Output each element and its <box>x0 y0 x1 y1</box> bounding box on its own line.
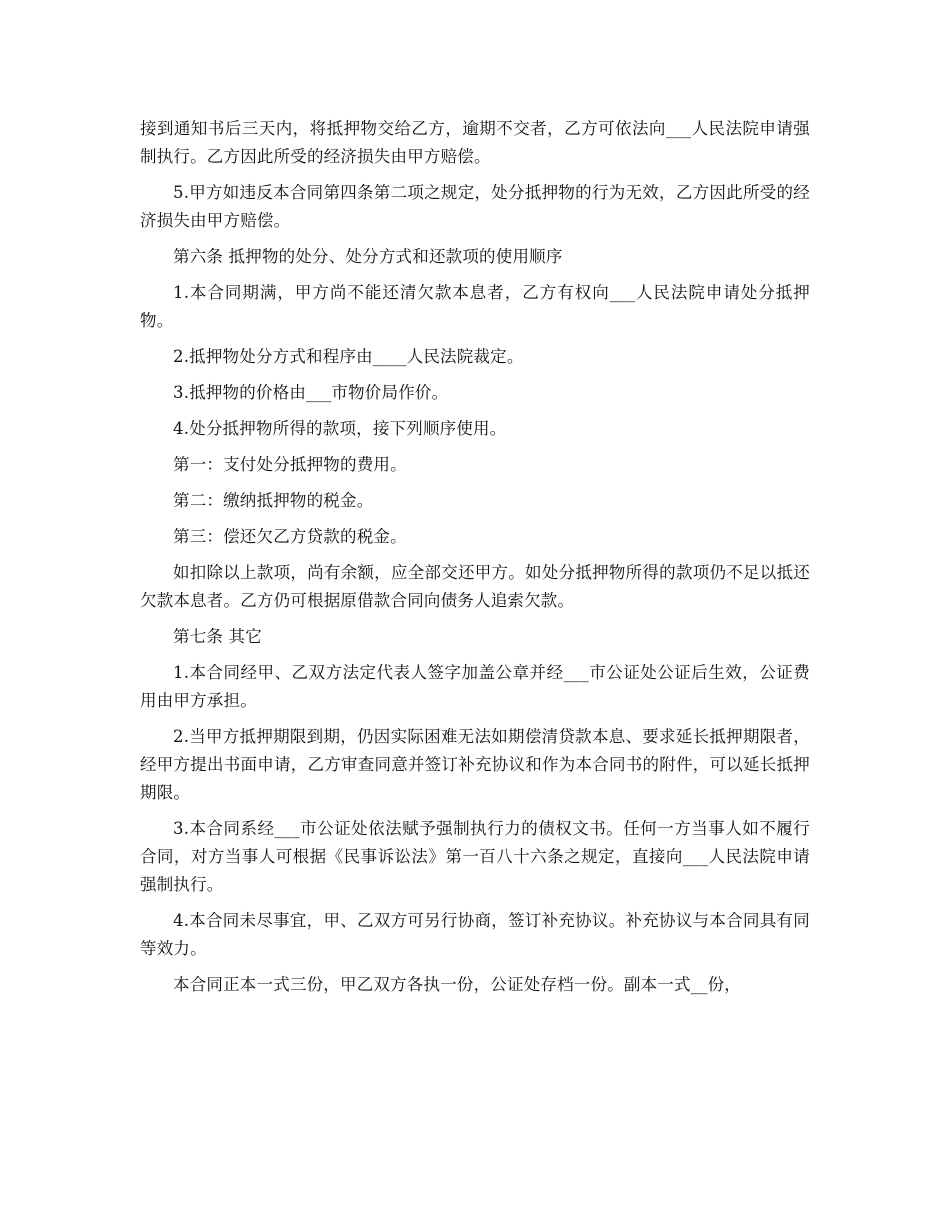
paragraph-9: 第二：缴纳抵押物的税金。 <box>173 491 374 510</box>
paragraph-4: 1.本合同期满，甲方尚不能还清欠款本息者，乙方有权向___人民法院申请处分抵押物。 <box>140 283 810 330</box>
paragraph-5: 2.抵押物处分方式和程序由____人民法院裁定。 <box>173 347 524 366</box>
paragraph-13: 1.本合同经甲、乙双方法定代表人签字加盖公章并经___市公证处公证后生效，公证费用由甲方承担。 <box>140 663 810 710</box>
paragraph-7: 4.处分抵押物所得的款项，接下列顺序使用。 <box>173 419 507 438</box>
paragraph-1: 接到通知书后三天内，将抵押物交给乙方，逾期不交者，乙方可依法向___人民法院申请强制执行。乙方因此所受的经济损失由甲方赔偿。 <box>140 119 810 166</box>
paragraph-15: 3.本合同系经___市公证处依法赋予强制执行力的债权文书。任何一方当事人如不履行合同，对方当事人可根据《民事诉讼法》第一百八十六条之规定，直接向___人民法院申请强制执行。 <box>140 819 810 894</box>
paragraph-11: 如扣除以上款项，尚有余额，应全部交还甲方。如处分抵押物所得的款项仍不足以抵还欠款本息者。乙方仍可根据原借款合同向债务人追索欠款。 <box>140 563 810 610</box>
paragraph-10: 第三：偿还欠乙方贷款的税金。 <box>173 527 407 546</box>
section-heading-7: 第七条 其它 <box>173 627 262 646</box>
paragraph-14: 2.当甲方抵押期限到期，仍因实际困难无法如期偿清贷款本息、要求延长抵押期限者，经甲方提出书面申请，乙方审查同意并签订补充协议和作为本合同书的附件，可以延长抵押期限。 <box>140 727 810 802</box>
paragraph-16: 4.本合同未尽事宜，甲、乙双方可另行协商，签订补充协议。补充协议与本合同具有同等效力。 <box>140 911 810 958</box>
paragraph-8: 第一：支付处分抵押物的费用。 <box>173 455 407 474</box>
paragraph-6: 3.抵押物的价格由___市物价局作价。 <box>173 383 449 402</box>
document-body <box>140 115 810 1007</box>
paragraph-2: 5.甲方如违反本合同第四条第二项之规定，处分抵押物的行为无效，乙方因此所受的经济损失由甲方赔偿。 <box>140 183 810 230</box>
section-heading-6: 第六条 抵押物的处分、处分方式和还款项的使用顺序 <box>173 247 563 266</box>
paragraph-17: 本合同正本一式三份，甲乙双方各执一份，公证处存档一份。副本一式__份， <box>173 975 741 994</box>
